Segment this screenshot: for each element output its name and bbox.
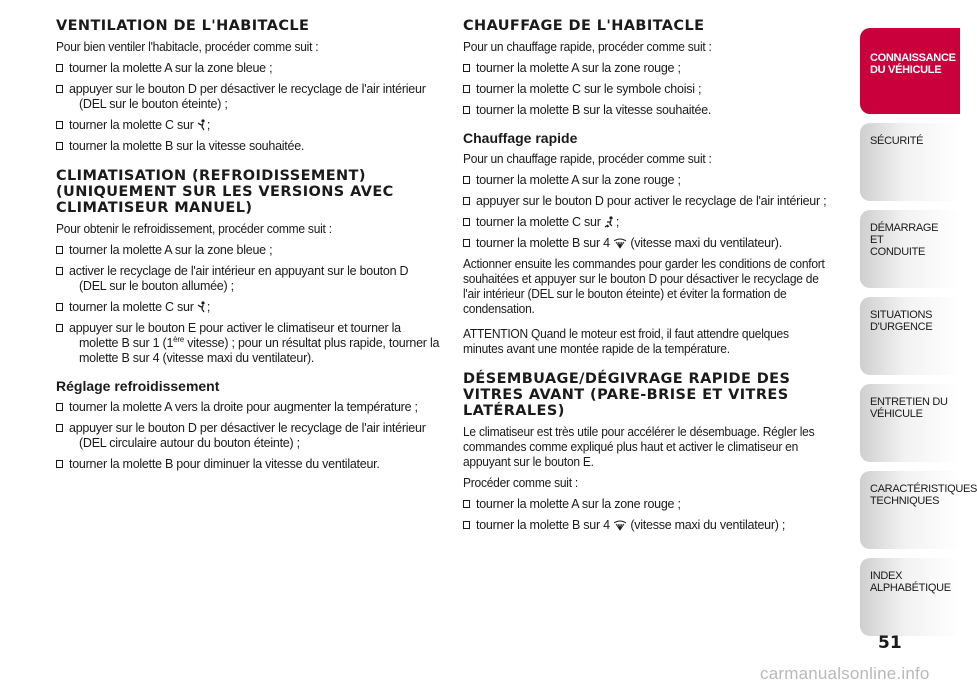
checkbox-bullet-icon — [463, 197, 470, 205]
checkbox-bullet-icon — [56, 303, 63, 311]
tab-situations-urgence[interactable]: SITUATIONS D'URGENCE — [860, 297, 960, 375]
intro-text: Procéder comme suit : — [463, 476, 579, 490]
list-item: tourner la molette A sur la zone rouge ; — [463, 497, 848, 512]
airflow-face-icon — [197, 301, 207, 313]
list-item: tourner la molette A sur la zone bleue ; — [56, 61, 441, 76]
list-item: appuyer sur le bouton E pour activer le climatiseur et tourner la molette B sur 1 (1ère vitesse) ; pour un résultat plus rapide, tourner la molette B sur 4 (vitesse maxi du ventilateur). — [56, 321, 441, 366]
airflow-feet-icon — [604, 216, 616, 228]
checkbox-bullet-icon — [463, 176, 470, 184]
section-title-reglage: Réglage refroidissement — [56, 378, 220, 394]
tab-entretien-vehicule[interactable]: ENTRETIEN DU VÉHICULE — [860, 384, 960, 462]
page-number: 51 — [878, 633, 902, 653]
checkbox-bullet-icon — [56, 64, 63, 72]
intro-text: Pour un chauffage rapide, procéder comme suit : — [463, 152, 712, 166]
tab-caracteristiques-techniques[interactable]: CARACTÉRISTIQUES TECHNIQUES — [860, 471, 960, 549]
list-item: tourner la molette C sur le symbole choisi ; — [463, 82, 848, 97]
list-item: tourner la molette B sur la vitesse souhaitée. — [463, 103, 848, 118]
list-item: tourner la molette B sur 4 (vitesse maxi du ventilateur) ; — [463, 518, 848, 533]
checkbox-bullet-icon — [463, 64, 470, 72]
body-paragraph: Actionner ensuite les commandes pour garder les conditions de confort souhaitées et appuyer sur le bouton D pour désactiver le recyclage de l'air intérieur (DEL sur le bouton éteinte) et éviter la formation de condensation. — [463, 257, 825, 316]
fan-max-icon — [613, 237, 627, 249]
list-item: tourner la molette A vers la droite pour augmenter la température ; — [56, 400, 441, 415]
right-column — [463, 18, 848, 539]
checkbox-bullet-icon — [463, 106, 470, 114]
tab-demarrage-conduite[interactable]: DÉMARRAGE ET CONDUITE — [860, 210, 960, 288]
list-item: appuyer sur le bouton D per désactiver le recyclage de l'air intérieur (DEL circulaire autour du bouton éteinte) ; — [56, 421, 441, 451]
intro-text: Pour un chauffage rapide, procéder comme suit : — [463, 40, 712, 54]
checkbox-bullet-icon — [56, 460, 63, 468]
body-paragraph: Le climatiseur est très utile pour accélérer le désembuage. Régler les commandes comme expliqué plus haut et activer le climatiseur en appuyant sur le bouton E. — [463, 425, 815, 469]
fan-max-icon — [613, 519, 627, 531]
checkbox-bullet-icon — [56, 85, 63, 93]
checkbox-bullet-icon — [463, 218, 470, 226]
list-item: activer le recyclage de l'air intérieur en appuyant sur le bouton D (DEL sur le bouton allumée) ; — [56, 264, 441, 294]
checkbox-bullet-icon — [463, 85, 470, 93]
airflow-face-icon — [197, 119, 207, 131]
section-title-chauffage: CHAUFFAGE DE L'HABITACLE — [463, 18, 705, 34]
left-column — [56, 18, 441, 478]
checkbox-bullet-icon — [463, 239, 470, 247]
checkbox-bullet-icon — [56, 424, 63, 432]
list-item: appuyer sur le bouton D per désactiver le recyclage de l'air intérieur (DEL sur le bouton éteinte) ; — [56, 82, 441, 112]
list-item: tourner la molette B pour diminuer la vitesse du ventilateur. — [56, 457, 441, 472]
intro-text: Pour obtenir le refroidissement, procéder comme suit : — [56, 222, 332, 236]
section-title-ventilation: VENTILATION DE L'HABITACLE — [56, 18, 310, 34]
tab-index-alphabetique[interactable]: INDEX ALPHABÉTIQUE — [860, 558, 960, 636]
list-item: appuyer sur le bouton D pour activer le recyclage de l'air intérieur ; — [463, 194, 848, 209]
checkbox-bullet-icon — [463, 521, 470, 529]
checkbox-bullet-icon — [56, 403, 63, 411]
list-item: tourner la molette C sur ; — [463, 215, 848, 230]
list-item: tourner la molette A sur la zone bleue ; — [56, 243, 441, 258]
tab-connaissance-vehicule[interactable]: CONNAISSANCE DU VÉHICULE — [860, 28, 960, 114]
list-item: tourner la molette B sur 4 (vitesse maxi du ventilateur). — [463, 236, 848, 251]
warning-paragraph: ATTENTION Quand le moteur est froid, il faut attendre quelques minutes avant une montée rapide de la température. — [463, 327, 789, 356]
list-item: tourner la molette A sur la zone rouge ; — [463, 61, 848, 76]
list-item: tourner la molette B sur la vitesse souhaitée. — [56, 139, 441, 154]
section-title-chauffage-rapide: Chauffage rapide — [463, 130, 578, 146]
chapter-tabs — [860, 28, 977, 645]
list-item: tourner la molette A sur la zone rouge ; — [463, 173, 848, 188]
intro-text: Pour bien ventiler l'habitacle, procéder comme suit : — [56, 40, 319, 54]
checkbox-bullet-icon — [56, 121, 63, 129]
section-title-desembuage: DÉSEMBUAGE/DÉGIVRAGE RAPIDE DES VITRES AVANT (PARE-BRISE ET VITRES LATÉRALES) — [463, 371, 791, 419]
checkbox-bullet-icon — [463, 500, 470, 508]
checkbox-bullet-icon — [56, 267, 63, 275]
list-item: tourner la molette C sur ; — [56, 300, 441, 315]
section-title-climatisation: CLIMATISATION (REFROIDISSEMENT) (UNIQUEMENT SUR LES VERSIONS AVEC CLIMATISEUR MANUEL) — [56, 168, 394, 216]
checkbox-bullet-icon — [56, 324, 63, 332]
watermark: carmanualsonline.info — [760, 664, 930, 683]
list-item: tourner la molette C sur ; — [56, 118, 441, 133]
checkbox-bullet-icon — [56, 142, 63, 150]
checkbox-bullet-icon — [56, 246, 63, 254]
tab-securite[interactable]: SÉCURITÉ — [860, 123, 960, 201]
